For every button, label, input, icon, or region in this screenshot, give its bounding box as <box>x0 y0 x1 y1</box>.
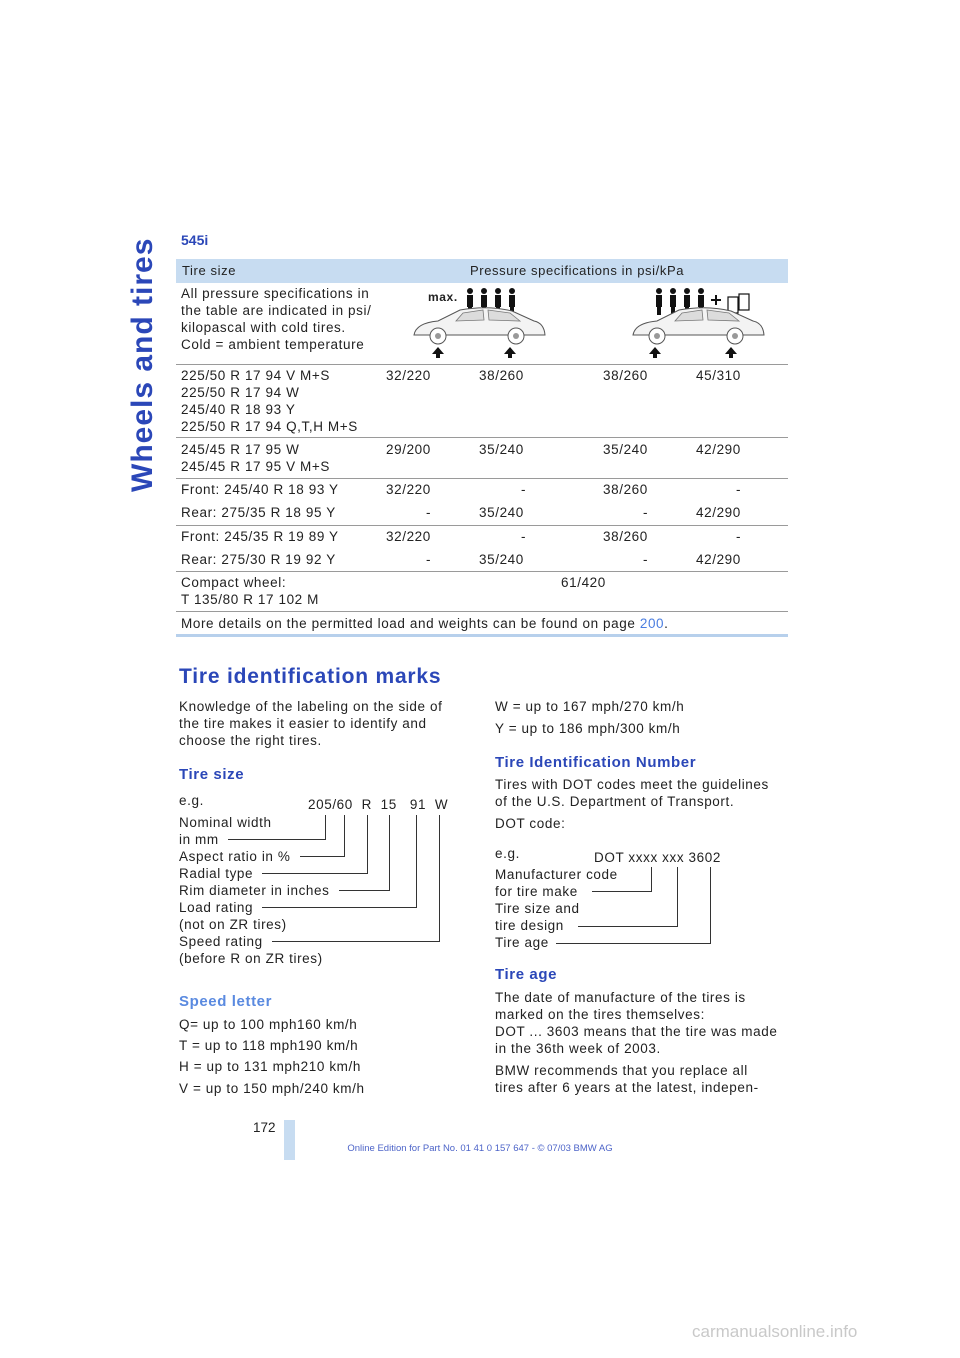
leader-line <box>578 926 678 927</box>
table-divider <box>176 364 788 365</box>
tire-size-cell: 245/45 R 17 95 V M+S <box>181 459 330 474</box>
pressure-cell: 35/240 <box>603 442 648 457</box>
pressure-cell: 38/260 <box>603 529 648 544</box>
tire-age-heading: Tire age <box>495 966 558 983</box>
leader-line <box>272 941 440 942</box>
sidebar-section-title: Wheels and tires <box>126 237 159 492</box>
speed-item: W = up to 167 mph/270 km/h <box>495 699 685 714</box>
tire-size-cell: Front: 245/40 R 18 93 Y <box>181 482 339 497</box>
table-intro-line: the table are indicated in psi/ <box>181 303 372 318</box>
pressure-cell: 42/290 <box>696 505 741 520</box>
diagram-label: tire design <box>495 918 564 933</box>
diagram-label: for tire make <box>495 884 578 899</box>
table-bottom-border <box>176 634 788 637</box>
diagram-label: Manufacturer code <box>495 867 618 882</box>
page-number: 172 <box>253 1120 276 1135</box>
table-note <box>181 615 669 632</box>
diagram-label: Tire size and <box>495 901 580 916</box>
leader-line <box>344 815 345 856</box>
pressure-cell: - <box>426 505 432 520</box>
speed-letter-heading: Speed letter <box>179 993 273 1010</box>
diagram-label: Radial type <box>179 866 254 881</box>
table-divider <box>176 571 788 572</box>
pressure-cell: - <box>736 482 742 497</box>
tire-size-cell: Front: 245/35 R 19 89 Y <box>181 529 339 544</box>
eg-label: e.g. <box>179 793 204 808</box>
tire-size-cell: Compact wheel: <box>181 575 287 590</box>
diagram-label: in mm <box>179 832 219 847</box>
tire-size-code: 205/60 R 15 91 W <box>308 797 449 812</box>
diagram-label: Load rating <box>179 900 254 915</box>
table-divider <box>176 478 788 479</box>
pressure-cell: - <box>736 529 742 544</box>
dot-code-example: DOT xxxx xxx 3602 <box>594 850 721 865</box>
footer-text: Online Edition for Part No. 01 41 0 157 647 - © 07/03 BMW AG <box>347 1143 613 1154</box>
pressure-cell: - <box>643 505 649 520</box>
leader-line <box>367 815 368 873</box>
header-tire-size: Tire size <box>182 263 237 278</box>
pressure-cell: - <box>643 552 649 567</box>
leader-line <box>416 815 417 907</box>
pressure-cell: 38/260 <box>479 368 524 383</box>
diagram-label: Tire age <box>495 935 549 950</box>
tire-size-cell: 245/45 R 17 95 W <box>181 442 300 457</box>
tire-size-cell: Rear: 275/30 R 19 92 Y <box>181 552 336 567</box>
leader-line <box>677 867 678 926</box>
leader-line <box>339 890 390 891</box>
table-intro-line: All pressure specifications in <box>181 286 370 301</box>
pressure-cell: 38/260 <box>603 368 648 383</box>
leader-line <box>300 856 345 857</box>
leader-line <box>228 839 326 840</box>
leader-line <box>710 867 711 943</box>
leader-line <box>262 907 417 908</box>
section-title: Tire identification marks <box>179 665 442 688</box>
speed-item: T = up to 118 mph190 km/h <box>179 1038 359 1053</box>
tire-age-line: tires after 6 years at the latest, indepen- <box>495 1080 759 1095</box>
pressure-cell: 35/240 <box>479 442 524 457</box>
table-divider <box>176 611 788 612</box>
tin-heading: Tire Identification Number <box>495 754 697 771</box>
leader-line <box>651 867 652 891</box>
page-bar <box>284 1120 295 1160</box>
diagram-label: Speed rating <box>179 934 263 949</box>
leader-line <box>389 815 390 890</box>
pressure-cell: 29/200 <box>386 442 431 457</box>
pressure-cell: - <box>521 529 527 544</box>
pressure-cell: 35/240 <box>479 552 524 567</box>
intro-line: the tire makes it easier to identify and <box>179 716 427 731</box>
diagram-label: (not on ZR tires) <box>179 917 287 932</box>
speed-item: H = up to 131 mph210 km/h <box>179 1059 361 1074</box>
car-full-load-illustration <box>627 283 772 360</box>
speed-item: Q= up to 100 mph160 km/h <box>179 1017 358 1032</box>
tire-size-cell: 225/50 R 17 94 V M+S <box>181 368 330 383</box>
diagram-label: Nominal width <box>179 815 272 830</box>
page-link[interactable]: 200 <box>639 616 665 631</box>
table-note-text: More details on the permitted load and weights can be found on page <box>181 616 640 631</box>
tire-age-line: in the 36th week of 2003. <box>495 1041 661 1056</box>
dot-code-label: DOT code: <box>495 816 566 831</box>
tire-size-cell: T 135/80 R 17 102 M <box>181 592 319 607</box>
tire-age-line: The date of manufacture of the tires is <box>495 990 746 1005</box>
pressure-cell: 42/290 <box>696 552 741 567</box>
tire-size-cell: 225/50 R 17 94 W <box>181 385 300 400</box>
tin-text-line: of the U.S. Department of Transport. <box>495 794 735 809</box>
eg-label: e.g. <box>495 846 520 861</box>
tire-age-line: marked on the tires themselves: <box>495 1007 705 1022</box>
pressure-cell: - <box>426 552 432 567</box>
leader-line <box>262 873 368 874</box>
tin-text-line: Tires with DOT codes meet the guidelines <box>495 777 769 792</box>
pressure-cell: 61/420 <box>561 575 606 590</box>
pressure-cell: 38/260 <box>603 482 648 497</box>
tire-age-line: DOT ... 3603 means that the tire was made <box>495 1024 778 1039</box>
tire-size-cell: 225/50 R 17 94 Q,T,H M+S <box>181 419 358 434</box>
table-divider <box>176 525 788 526</box>
leader-line <box>439 815 440 941</box>
pressure-cell: 32/220 <box>386 529 431 544</box>
leader-line <box>592 891 652 892</box>
table-divider <box>176 437 788 438</box>
intro-line: choose the right tires. <box>179 733 322 748</box>
car-normal-load-illustration <box>408 283 553 360</box>
leader-line <box>556 943 711 944</box>
pressure-cell: 35/240 <box>479 505 524 520</box>
speed-item: V = up to 150 mph/240 km/h <box>179 1081 365 1096</box>
pressure-cell: 45/310 <box>696 368 741 383</box>
tire-size-cell: Rear: 275/35 R 18 95 Y <box>181 505 336 520</box>
table-intro-line: kilopascal with cold tires. <box>181 320 346 335</box>
tire-size-heading: Tire size <box>179 766 245 783</box>
intro-line: Knowledge of the labeling on the side of <box>179 699 443 714</box>
table-intro-line: Cold = ambient temperature <box>181 337 365 352</box>
pressure-cell: - <box>521 482 527 497</box>
leader-line <box>325 815 326 839</box>
diagram-label: (before R on ZR tires) <box>179 951 323 966</box>
pressure-cell: 42/290 <box>696 442 741 457</box>
tire-age-line: BMW recommends that you replace all <box>495 1063 748 1078</box>
table-header <box>176 259 788 283</box>
diagram-label: Aspect ratio in % <box>179 849 291 864</box>
table-note-end: . <box>664 616 669 631</box>
tire-size-cell: 245/40 R 18 93 Y <box>181 402 296 417</box>
pressure-cell: 32/220 <box>386 368 431 383</box>
header-pressure: Pressure specifications in psi/kPa <box>470 263 685 278</box>
model-label: 545i <box>181 232 209 248</box>
speed-item: Y = up to 186 mph/300 km/h <box>495 721 681 736</box>
max-load-label: max. <box>428 290 458 304</box>
diagram-label: Rim diameter in inches <box>179 883 330 898</box>
watermark: carmanualsonline.info <box>692 1322 858 1341</box>
pressure-cell: 32/220 <box>386 482 431 497</box>
